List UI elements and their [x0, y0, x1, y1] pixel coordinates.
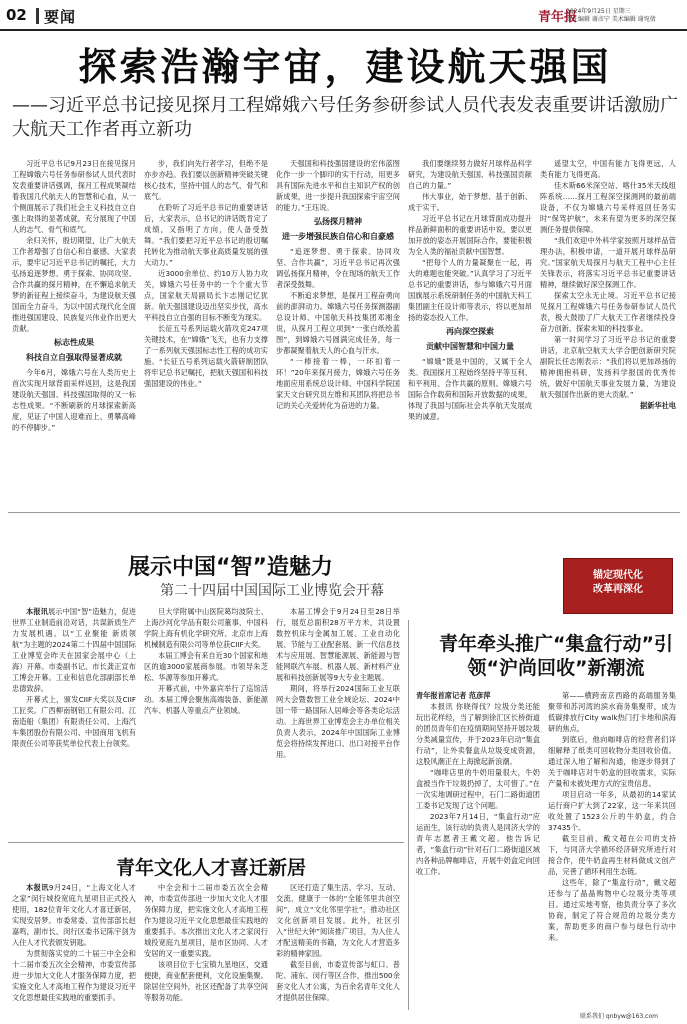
expo-column-2	[144, 606, 268, 838]
byline: 本报讯	[26, 607, 48, 616]
recycling-headline: 青年牵头推广“集盒行动”引领“沪尚回收”新潮流	[439, 633, 673, 679]
section-subhead: 贡献中国智慧和中国力量	[426, 342, 514, 351]
paragraph: 该项目位于七宝镇九星地区，交通便捷，商业配套便利，文化设施集聚。除居住空间外，社区还配备了共享空间等服务功能。	[144, 960, 268, 1002]
issue-date: 2024年9月25日 星期三	[566, 8, 631, 15]
paragraph: 中全会和十二届市委五次全会精神，市委宣传部进一步加大文化人才服务保障力度，把实施文化人才高地工程作为建设习近平文化思想最佳实践地的重要抓手。本次推出文化人才之家闵行城投宽庭九星项目，是市区协同、人才安居的又一重要实践。	[144, 883, 268, 958]
paragraph: 截至目前，市委宣传部与虹口、普陀、浦东、闵行等区合作，推出500余套文化人才公寓，为百余名青年文化人才提供居住保障。	[276, 960, 400, 1002]
paragraph: 展示中国“智”造魅力，促进世界工业制造前沿对话，共谋新质生产力发展机遇。以“工业聚能 新质领航”为主题的2024第二十四届中国国际工业博览会昨天在国家会展中心（上海）开幕。市委副书记、市长龚正宣布工博会开幕。工业和信息化部副部长单忠德致辞。	[12, 607, 136, 693]
paragraph: 步，我们向先行者学习，但绝不是亦步亦趋。我们要以创新精神突破关键核心技术，坚持中国人的志气、骨气和底气。	[144, 159, 268, 201]
lead-column-1	[12, 158, 136, 508]
issue-meta	[566, 8, 656, 24]
lead-column-3	[276, 158, 400, 508]
paragraph: 2023年7月14日，“集盒行动”应运而生，该行动的负责人是同济大学的青年志愿者王戴文超。他告诉记者，“集盒行动”针对石门二路街道区域内各种品牌咖啡店，开展牛奶盒定向回收工作。	[416, 812, 540, 876]
paragraph: 习近平总书记在月球背面成功提升样品新鲜面积的重要讲话中说，要以更加开放的姿态开展国际合作，要能积极为全人类的福祉贡献中国智慧。	[408, 214, 532, 256]
section-divider	[8, 512, 680, 513]
section-subhead: 标志性成果	[54, 338, 94, 347]
section-subhead: 进一步增强民族自信心和自豪感	[282, 232, 394, 241]
paragraph: 本届工博会有来自近30个国家和地区的逾3000家展商参展。市领导朱芝松、华源等参加开幕式。	[144, 651, 268, 682]
paragraph: 开幕式前，中外嘉宾举行了巡馆活动。本届工博会聚焦高端装备、新能源汽车、机器人等重点产业领域。	[144, 684, 268, 715]
paragraph: 第一时间学习了习近平总书记的重要讲话，北京航空航天大学合肥创新研究院副院长任志刚表示：“我们将以更加昂扬的精神拥抱科研，发扬科学报国的优秀传统，做好中国航天事业发展力量，为建设航天强国作出新的更大贡献。”	[540, 335, 676, 399]
banner-text: 锚定现代化 改革再深化	[593, 570, 643, 595]
paragraph: “追逐梦想、勇于探索、协同攻坚、合作共赢”，习近平总书记再次强调弘扬探月精神，令在现场的航天工作者深受鼓舞。	[276, 247, 400, 289]
section-subhead: 再向深空探索	[446, 327, 494, 336]
paragraph: 天强国和科技强国建设的宏伟蓝图化作一步一个脚印的实干行动，用更多具有国际先进水平和自主知识产权的创新成果，进一步提升我国探索宇宙空间的能力。”王珏说。	[276, 159, 400, 212]
lead-column-4	[408, 158, 532, 508]
paragraph: “我们欢迎中外科学家按照月球样品管理办法，积极申请，一道开展月球样品研究。”国家航天局探月与航天工程中心主任关锋表示，将落实习近平总书记重要讲话精神，继续做好深空探测工作。	[540, 236, 676, 289]
paragraph: 开幕式上，颁发CIIF大奖以及CIIF工匠奖。广西柳南钢铝工有限公司、江南造船（集团）有限责任公司、上海汽车集团股份有限公司、中国商用飞机有限责任公司等获奖单位代表上台领奖。	[12, 695, 136, 748]
paragraph: 遥望太空，中国有能力飞得更远，人类有能力飞得更高。	[540, 159, 676, 179]
paragraph: 本届工博会于9月24日至28日举行，展览总面积28万平方米，共设置数控机床与金属加工展、工业自动化展、节能与工业配套展、新一代信息技术与应用展、智慧能源展、新能源与智能网联汽车展、机器人展、新材料产业展和科技创新展等9大专业主题展。	[276, 607, 400, 682]
footer-contact: 联系我们 qnbyw@163.com	[580, 1013, 658, 1020]
paragraph: 探索太空永无止境。习近平总书记接见探月工程嫦娥六号任务参研参试人员代表，极大鼓励了广大航天工作者继续投身奋力创新、探索未知的科技事业。	[540, 291, 676, 333]
paragraph: 期间，将举行2024国际工业互联网大会暨数智工业全域论坛、2024中国一带一路国际人居峰会等各类论坛活动。上海世界工业博览会主办单位相关负责人表示，2024年中国国际工业博览会将持续发挥进口、出口对接平台作用。	[276, 684, 400, 759]
paragraph: 为贯彻落实党的二十届三中全会和十二届市委五次全会精神，市委宣传部进一步加大文化人才服务保障力度，把实施文化人才高地工程作为建设习近平文化思想最佳实践地的重要抓手。	[12, 949, 136, 1002]
section-label: 要闻	[44, 8, 77, 26]
editors-line: 责任编辑 谢彦宁 美术编辑 谢宛倩	[566, 16, 656, 23]
lead-headline: 探索浩瀚宇宙，建设航天强国	[78, 45, 612, 89]
talent-column-3	[276, 882, 400, 1010]
header-divider	[36, 8, 39, 24]
paragraph: 这些年，除了“集盒行动”，戴文超还参与了晶晶购物中心垃圾分类等项目。通过实地考察，他负责分享了多次协商，制定了符合规范的垃圾分类方案，帮助更多的商户参与绿色行动中来。	[548, 878, 676, 942]
masthead-logo: 青年报	[538, 10, 578, 25]
lead-column-5	[540, 158, 676, 508]
lead-subheadline: ——习近平总书记接见探月工程嫦娥六号任务参研参试人员代表发表重要讲话激励广大航天工作者再立新功	[12, 95, 678, 140]
recycling-column-1	[416, 690, 540, 1010]
expo-headline: 展示中国“智”造魅力	[128, 555, 333, 580]
paragraph: 习近平总书记9月23日在接见探月工程嫦娥六号任务参研参试人员代表时发表重要讲话强调，探月工程成果凝结着我国几代航天人的智慧和心血，从一个侧面展示了我们社会主义科技自立自强上取得的显著成就，充分展现了中国人的志气、骨气和底气。	[12, 159, 136, 234]
paragraph: 项目启动一年多，从最初的14家试运行商户扩大到了22家，这一年来共回收处置了1523公斤的牛奶盒，约合37435个。	[548, 790, 676, 832]
expo-column-3	[276, 606, 400, 838]
paragraph: 近3000余单位、约10万人协力攻关，嫦娥六号任务中的一个个重大节点，国家航天局副局长卞志刚记忆犹新。航天强国建设迈出坚实步伐，高水平科技自立自强的目标不断变为现实。	[144, 269, 268, 322]
paragraph: 余归关怀，殷切期望，让广大航天工作者增强了自信心和自豪感。大家表示，要牢记习近平总书记的嘱托，大力弘扬追逐梦想、勇于探索、协同攻坚、合作共赢的探月精神，在不懈追求航天梦的新征程上接续奋斗，为建设航天强国而全力奋斗，为以中国式现代化全面推进强国建设、民族复兴伟业作出更大贡献。	[12, 236, 136, 333]
paragraph: “把每个人的力量凝聚在一起，再大的难题也能突破。”认真学习了习近平总书记的重要讲话，参与嫦娥六号月面国旗展示系统研制任务的中国航天科工集团副主任设计师等表示，将以更加昂扬的姿态投入工作。	[408, 258, 532, 322]
paragraph: 我们要继续努力做好月球样品科学研究，为建设航天强国、科技强国贡献自己的力量。”	[408, 159, 532, 190]
section-divider	[8, 842, 404, 843]
paragraph: 今年6月，嫦娥六号在人类历史上首次实现月球背面采样返回，这是我国建设航天强国、科技强国取得的又一标志性成果。“不断刷新的月球探索新高度，见证了中国人迎难而上、勇攀高峰的不停脚步。”	[12, 368, 136, 432]
paragraph: 到底后，他向咖啡店的经营者们详细解释了纸类可回收物分类回收价值。通过深入地了解和沟通，他逐步得到了关于咖啡店对牛奶盒的回收需求，实际产量和未被处理方式的宝贵信息。	[548, 735, 676, 788]
talent-column-2	[144, 882, 268, 1010]
byline: 青年报首席记者 范彦萍	[416, 691, 491, 700]
talent-column-1	[12, 882, 136, 1010]
page-number: 02	[6, 6, 27, 24]
paragraph: “一棒接着一棒，一环扣着一环！”20年来探月接力，嫦娥六号任务地面应用系统总设计师、中国科学院国家天文台研究员左维和其团队将把总书记的关心关爱转化为奋进的力量。	[276, 357, 400, 410]
paragraph: 在聆听了习近平总书记的重要讲话后，大家表示，总书记的讲话既肯定了成绩，又指明了方向，使人备受鼓舞。“我们要把习近平总书记的殷切嘱托转化为推动航天事业高质量发展的强大动力。”	[144, 203, 268, 267]
talent-headline: 青年文化人才喜迁新居	[116, 857, 307, 879]
lead-column-2	[144, 158, 268, 508]
section-subhead: 弘扬探月精神	[314, 217, 362, 226]
policy-banner	[563, 558, 673, 614]
paragraph: 不断追求梦想，是探月工程奋勇向前的澎湃动力。嫦娥六号任务探测器副总设计师、中国航天科技集团邓湘金说，从探月工程立项到“一张白纸绘蓝图”，到嫦娥六号圆满完成任务，每一步都凝聚着航天人的心血与汗水。	[276, 291, 400, 355]
paragraph: 长征五号系列运载火箭攻克247项关键技术，在“嫦娥”飞天，也有力支撑了一系列航天强国标志性工程的成功实施。“长征五号系列运载火箭研制团队将牢记总书记嘱托，把航天强国和科技强国建设的伟业。”	[144, 324, 268, 388]
byline: 本报讯	[26, 883, 49, 892]
paragraph: 佳木斯66米深空站、喀什35米天线组阵系统……探月工程深空探测网的最前端设备，不仅为嫦娥六号采样返回任务实时“保驾护航”，未来有望为更多的深空探测任务提供保障。	[540, 181, 676, 234]
paragraph: “嫦娥”既是中国的，又属于全人类。我国探月工程始终坚持平等互利、和平利用、合作共赢的原则。嫦娥六号国际合作载荷和国际开放数据的成果，体现了我国与国际社会共享航天发展成果的诚意。	[408, 357, 532, 421]
expo-subheadline: 第二十四届中国国际工业博览会开幕	[160, 583, 384, 599]
recycling-column-2	[548, 690, 676, 1010]
paragraph: “咖啡店里的牛奶用量很大，牛奶盒被当作干垃圾扔掉了，太可惜了。”在一次实地调研过程中，石门二路街道团工委书记发现了这个问题。	[416, 768, 540, 810]
section-subhead: 科技自立自强取得显著成就	[26, 353, 122, 362]
paragraph: 本报讯 你晓得伐？垃圾分类还能玩出花样经，当了解到徐汇区长桥街道的团员青年们在疫情期间坚持开展垃圾分类减量宣传，并于2023年启动“集盒行动”，让外卖餐盒从垃圾变成资源，这股风潮正在上海掀起新浪潮。	[416, 702, 540, 766]
header-rule	[0, 29, 687, 31]
paragraph: 区还打造了集生活、学习、互动、交流、健康于一体的“全能邻里共创空间”，成立“文化邻里学社”，推动社区文化创新项目发展。此外，社区引入“世纪大钟”阅读推广项目，为入住人才配送精美的书籍，为文化人才营造多彩的精神家园。	[276, 883, 400, 958]
news-source: 据新华社电	[640, 401, 676, 410]
paragraph: 9月24日，“上海文化人才之家”闵行城投宽庭九星项目正式投入使用，182位青年文化人才喜迁新居，实现安居梦。市委常委、宣传部部长赵嘉鸣，副市长、闵行区委书记陈宇剑为入住人才代表颁发钥匙。	[12, 883, 136, 947]
paragraph: 旦大学附属中山医院葛均波院士、上海沙河化学品有限公司董事、中国科学院上海有机化学研究所、北京市上海机械制造有限公司等单位获CIIF大奖。	[144, 607, 268, 649]
expo-column-1	[12, 606, 136, 838]
paragraph: 第——横跨南京西路的高端服务集聚带和苏河湾的滨水商务集聚带，成为低碳排放行City walk热门打卡地和滨海研的焦点。	[548, 691, 676, 733]
paragraph: 伟大事业，始于梦想、基于创新、成于实干。	[408, 192, 532, 212]
paragraph: 截至目前，戴文超在公司的支持下，与同济大学循环经济研究所进行对接合作，使牛奶盒再生材料做成文创产品，完善了循环利用生态链。	[548, 834, 676, 876]
column-divider	[408, 620, 409, 1010]
